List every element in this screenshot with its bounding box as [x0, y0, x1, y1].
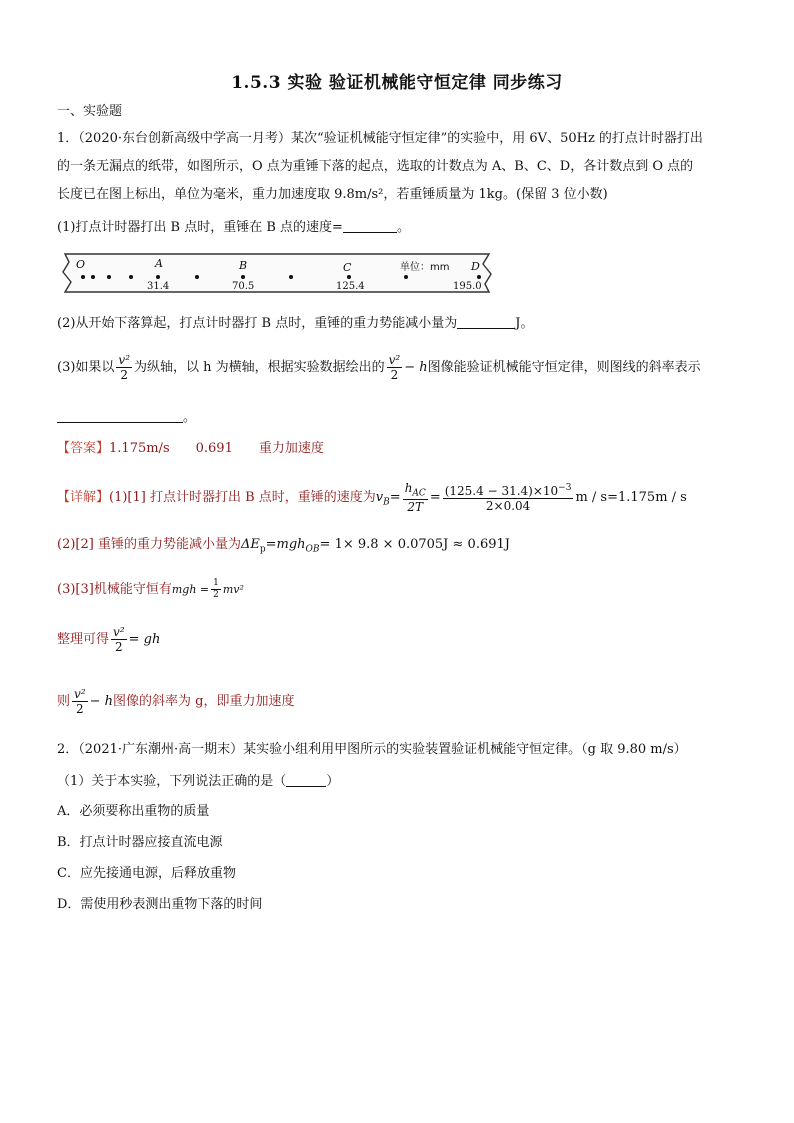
section-heading: 一、实验题 — [57, 104, 123, 119]
fraction-v2-over-2 — [387, 354, 403, 381]
tape-dot-b — [241, 275, 245, 279]
paper-tape-svg — [57, 250, 497, 296]
fraction-numerator: v² — [388, 353, 401, 367]
answer-1: 1.175m/s — [109, 441, 170, 456]
fraction-numeric — [443, 484, 574, 512]
eq-sign: = — [429, 490, 441, 505]
q1-part-2-text: (2)从开始下落算起，打点计时器打 B 点时，重锤的重力势能减小量为 — [57, 316, 458, 331]
fraction-denominator: 2 — [390, 368, 399, 382]
answer-blank-q2 — [286, 772, 326, 787]
velocity-result: m / s=1.175m / s — [575, 490, 687, 505]
answer-3: 重力加速度 — [258, 441, 324, 456]
detail-line-3 — [57, 574, 244, 606]
detail-1-text: (1)[1] 打点计时器打出 B 点时，重锤的速度为 — [109, 490, 376, 505]
detail-line-1 — [57, 478, 687, 523]
q2-part-1-text: （1）关于本实验，下列说法正确的是（ — [57, 774, 287, 789]
tape-label-b: B — [239, 259, 248, 272]
page-title: 1.5.3 实验 验证机械能守恒定律 同步练习 — [231, 73, 563, 93]
answer-line — [57, 439, 324, 459]
detail-5-text: 则 — [57, 694, 71, 709]
answer-blank-1 — [343, 218, 397, 233]
detail-line-4 — [57, 620, 160, 660]
q1-part-2 — [57, 314, 533, 334]
tape-label-o: O — [76, 258, 86, 271]
q1-intro-line-1: 1．（2020·东台创新高级中学高一月考）某次“验证机械能守恒定律”的实验中，用 6V、50Hz 的打点计时器打出 — [57, 131, 703, 146]
fraction-v2-over-2 — [116, 354, 132, 381]
q1-intro-line-2: 的一条无漏点的纸带，如图所示，O 点为重锤下落的起点，选取的计数点为 A、B、C、D，各计数点到 O 点的 — [57, 159, 694, 174]
tape-dot — [195, 275, 199, 279]
fraction-v2-over-2 — [72, 688, 88, 715]
q1-part-2-end: J。 — [515, 316, 534, 331]
tape-dot — [289, 275, 293, 279]
tape-dot-c — [347, 275, 351, 279]
numeric-denominator: 2×0.04 — [485, 498, 531, 513]
tape-label-c: C — [343, 261, 352, 274]
hac-numerator — [403, 482, 428, 500]
answer-blank-3 — [57, 408, 183, 423]
q2-part-1-end: ） — [326, 774, 340, 789]
tape-outline — [63, 254, 491, 292]
paper-tape-figure — [57, 250, 497, 296]
delta-ep: ΔE — [240, 537, 260, 552]
gh-result: = gh — [128, 632, 161, 647]
2t-denominator: 2T — [407, 500, 424, 515]
numeric-numerator-text: (125.4 − 31.4)×10 — [444, 483, 559, 498]
tape-dot — [81, 275, 85, 279]
q1-part-1 — [57, 218, 410, 238]
vb-symbol: v — [375, 490, 384, 505]
q1-part-1-end: 。 — [396, 220, 410, 235]
q1-intro-line-3: 长度已在图上标出，单位为毫米，重力加速度取 9.8m/s²，若重锤质量为 1kg。(保留 3 位小数) — [57, 187, 608, 202]
minus-h: − h — [89, 694, 114, 709]
hac-symbol: h — [404, 480, 413, 495]
answer-2: 0.691 — [195, 441, 233, 456]
answer-label: 【答案】 — [57, 441, 110, 456]
fraction-v2-over-2 — [111, 626, 127, 653]
fraction-numerator: v² — [113, 625, 125, 639]
tape-label-d: D — [471, 260, 480, 273]
tape-value-b: 70.5 — [232, 281, 255, 292]
half-denominator: 2 — [213, 590, 219, 600]
potential-result: = 1× 9.8 × 0.0705J ≈ 0.691J — [319, 537, 510, 552]
q1-part-3-b: 为纵轴，以 h 为横轴，根据实验数据绘出的 — [134, 360, 385, 375]
q2-option-c: C．应先接通电源，后释放重物 — [57, 866, 236, 881]
detail-line-2 — [57, 535, 510, 560]
tape-label-a: A — [155, 257, 163, 270]
mgh-eq: mgh = — [171, 583, 210, 596]
q1-part-3 — [57, 350, 701, 386]
numeric-numerator — [443, 484, 574, 499]
numeric-exponent: −3 — [558, 482, 572, 493]
tape-value-a: 31.4 — [147, 281, 170, 292]
q2-intro: 2．（2021·广东潮州·高一期末）某实验小组利用甲图所示的实验装置验证机械能守恒定律。（g 取 9.80 m/s） — [57, 742, 687, 757]
mgh-ob: =mgh — [265, 537, 306, 552]
tape-dot — [129, 275, 133, 279]
fraction-denominator: 2 — [120, 368, 129, 382]
eq-sign: = — [389, 490, 401, 505]
tape-unit-label: 单位：mm — [400, 262, 450, 273]
fraction-hac-over-2t — [403, 482, 428, 513]
minus-h: − h — [404, 360, 428, 375]
tape-dot-d — [477, 275, 481, 279]
tape-value-c: 125.4 — [336, 281, 365, 292]
fraction-half — [211, 579, 221, 600]
q2-option-b: B．打点计时器应接直流电源 — [57, 835, 223, 850]
fraction-numerator: v² — [74, 687, 86, 701]
tape-dot — [91, 275, 95, 279]
q1-part-3-a: (3)如果以 — [57, 360, 115, 375]
q2-part-1 — [57, 772, 339, 792]
answer-blank-2 — [457, 314, 515, 329]
tape-dot — [404, 275, 408, 279]
half-numerator: 1 — [213, 578, 219, 588]
detail-3-text: (3)[3]机械能守恒有 — [57, 582, 172, 597]
fraction-denominator: 2 — [75, 702, 84, 716]
q2-option-d: D．需使用秒表测出重物下落的时间 — [57, 897, 263, 912]
q2-option-a: A．必须要称出重物的质量 — [57, 804, 210, 819]
q1-part-3-blank-line — [57, 408, 196, 428]
detail-2-text: (2)[2] 重锤的重力势能减小量为 — [57, 537, 241, 552]
mgh-ob-subscript: OB — [305, 544, 320, 555]
vb-subscript: B — [383, 497, 390, 508]
mv2: mv² — [222, 583, 244, 596]
detail-label: 【详解】 — [57, 490, 110, 505]
q1-part-3-end: 。 — [183, 410, 197, 425]
detail-5-rest: 图像的斜率为 g，即重力加速度 — [113, 694, 295, 709]
hac-subscript: AC — [412, 488, 426, 499]
q1-part-1-text: (1)打点计时器打出 B 点时，重锤在 B 点的速度= — [57, 220, 343, 235]
detail-4-text: 整理可得 — [57, 632, 110, 647]
tape-dot-a — [156, 275, 160, 279]
q1-part-3-c: 图像能验证机械能守恒定律，则图线的斜率表示 — [427, 360, 701, 375]
fraction-denominator: 2 — [114, 640, 123, 654]
detail-line-5 — [57, 682, 294, 722]
tape-value-d: 195.0 — [453, 281, 482, 292]
delta-ep-subscript: p — [259, 544, 266, 555]
tape-dot — [107, 275, 111, 279]
fraction-numerator: v² — [118, 353, 131, 367]
